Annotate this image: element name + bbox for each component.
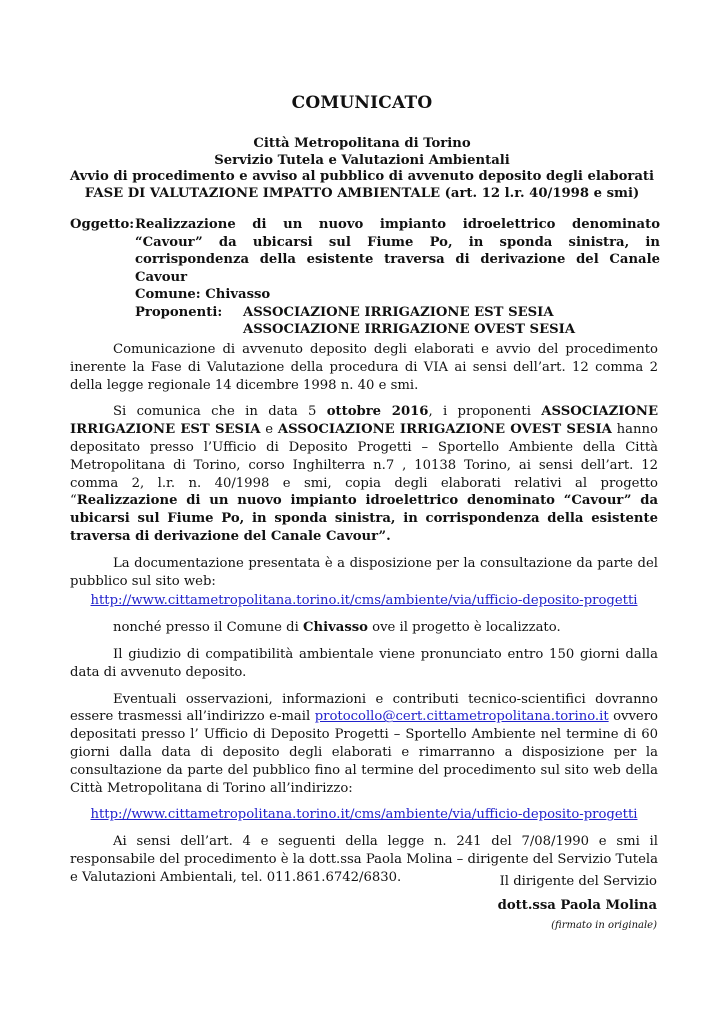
signature-name: dott.ssa Paola Molina (497, 898, 657, 913)
header-block (0, 136, 724, 202)
paragraph-osservazioni (70, 691, 658, 798)
oggetto-row (70, 216, 660, 286)
deposit-text-d: hanno depositato presso l’Ufficio di Deposito Progetti – Sportello Ambiente della Città Metropolitana di Torino, corso Inghilterra n.7 , 10138 Torino, ai sensi dell’art. 12 comma 2, l.r. n. 40/1998 e smi, copia degli elaborati relativi al progetto “ (70, 422, 658, 509)
header-subject: Avvio di procedimento e avviso al pubblico di avvenuto deposito degli elaborati (69, 169, 655, 184)
osservazioni-text-b: ovvero depositati presso l’ Ufficio di Deposito Progetti – Sportello Ambiente nel termine di 60 giorni dalla data di deposito degli elaborati e rimarranno a disposizione per la consultazione da parte del pubblico fino al termine del procedimento sul sito web della Città Metropolitana di Torino all’indirizzo: (70, 709, 658, 796)
paragraph-giudizio: Il giudizio di compatibilità ambientale viene pronunciato entro 150 giorni dalla data di avvenuto deposito. (70, 646, 658, 680)
oggetto-block (70, 216, 660, 339)
link-row-1 (70, 592, 658, 610)
proponenti-row (135, 304, 660, 339)
comune-name: Chivasso (303, 620, 368, 636)
comune-text-a: nonché presso il Comune di (113, 620, 304, 636)
oggetto-text: Realizzazione di un nuovo impianto idroelettrico denominato “Cavour” da ubicarsi sul Fiume Po, in sponda sinistra, in corrispondenza della esistente traversa di derivazione del Canale Cavour (135, 217, 660, 285)
paragraph-comune (70, 619, 658, 637)
website-link-2[interactable]: http://www.cittametropolitana.torino.it/cms/ambiente/via/ufficio-deposito-progetti (90, 807, 638, 823)
deposit-proponent-1: ASSOCIAZIONE IRRIGAZIONE EST SESIA (70, 404, 658, 438)
body-text (70, 341, 658, 896)
page-title: COMUNICATO (291, 93, 433, 113)
link-row-2 (70, 806, 658, 824)
deposit-text-c: e (260, 422, 278, 438)
paragraph-intro: Comunicazione di avvenuto deposito degli elaborati e avvio del procedimento inerente la Fase di Valutazione della procedura di VIA ai sensi dell’art. 12 comma 2 della legge regionale 14 dicembre 1998 n. 40 e smi. (70, 342, 658, 393)
paragraph-deposit (70, 403, 658, 545)
proponenti-label: Proponenti: (135, 304, 223, 320)
deposit-project-title: Realizzazione di un nuovo impianto idroelettrico denominato “Cavour” da ubicarsi sul Fiume Po, in sponda sinistra, in corrispondenza della esistente traversa di derivazione del Canale Cavour”. (70, 493, 658, 544)
signature-role: Il dirigente del Servizio (499, 874, 657, 889)
header-service: Servizio Tutela e Valutazioni Ambientali (214, 152, 510, 168)
comune-text-b: ove il progetto è localizzato. (367, 620, 561, 636)
email-link[interactable]: protocollo@cert.cittametropolitana.torino.it (314, 709, 609, 725)
proponente-1: ASSOCIAZIONE IRRIGAZIONE EST SESIA (243, 304, 554, 320)
paragraph-responsabile: Ai sensi dell’art. 4 e seguenti della legge n. 241 del 7/08/1990 e smi il responsabile del procedimento è la dott.ssa Paola Molina – dirigente del Servizio Tutela e Valutazioni Ambientali, tel. 011.861.6742/6830. (70, 834, 658, 885)
oggetto-label: Oggetto: (70, 217, 135, 232)
deposit-text-b: , i proponenti (428, 404, 542, 420)
header-phase: FASE DI VALUTAZIONE IMPATTO AMBIENTALE (art. 12 l.r. 40/1998 e smi) (84, 185, 640, 201)
deposit-date: ottobre 2016 (326, 404, 429, 420)
proponente-2: ASSOCIAZIONE IRRIGAZIONE OVEST SESIA (243, 322, 576, 337)
paragraph-documentation: La documentazione presentata è a disposizione per la consultazione da parte del pubblico sul sito web: (70, 555, 658, 589)
signature-note: (firmato in originale) (551, 920, 657, 931)
signature-block (498, 874, 657, 931)
deposit-text-a: Si comunica che in data 5 (113, 404, 327, 420)
osservazioni-text-a: Eventuali osservazioni, informazioni e contributi tecnico-scientifici dovranno essere trasmessi all’indirizzo e-mail (70, 691, 658, 725)
oggetto-comune: Comune: Chivasso (135, 287, 271, 302)
header-authority: Città Metropolitana di Torino (253, 136, 471, 151)
website-link-1[interactable]: http://www.cittametropolitana.torino.it/cms/ambiente/via/ufficio-deposito-progetti (90, 593, 638, 609)
deposit-proponent-2: ASSOCIAZIONE IRRIGAZIONE OVEST SESIA (277, 422, 612, 438)
proponenti-list (243, 304, 575, 339)
